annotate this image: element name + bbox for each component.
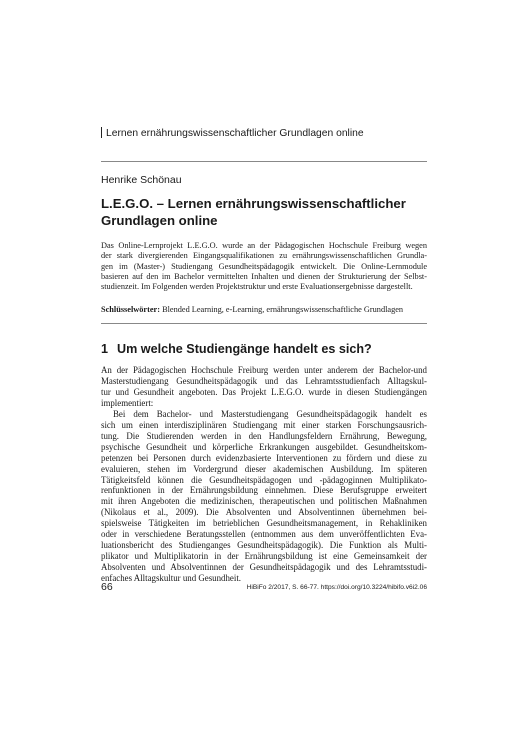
body-line: Absolventen und Absolventinnen der Gesundheitspädagogik und des Lehramtsstudi- [101, 562, 427, 573]
body-line: petenzen bei Personen durch evidenzbasierte Interventionen zu fördern und diese zu [101, 452, 427, 463]
body-line: tur und Gesundheit angeboten. Das Projekt L.E.G.O. wurde in diesen Studiengängen [101, 386, 427, 397]
keywords [101, 305, 427, 315]
running-head-text: Lernen ernährungswissenschaftlicher Grundlagen online [106, 128, 364, 139]
body-line: psychische Gesundheit und körperliche Erkrankungen ausgebildet. Gesundheitskom- [101, 441, 427, 452]
body-line: (Nikolaus et al., 2009). Die Absolventen und Absolventinnen übernehmen bei- [101, 507, 427, 518]
running-head-bar [101, 127, 102, 138]
article-title-line: Grundlagen online [101, 213, 218, 228]
abstract-rule [101, 323, 427, 324]
section-title: Um welche Studiengänge handelt es sich? [117, 342, 372, 356]
section-heading [101, 341, 372, 357]
page-number: 66 [101, 581, 113, 593]
abstract-line: gen im (Master-) Studiengang Gesundheitspädagogik entwickelt. Die Online-Lernmodule [101, 261, 427, 271]
abstract [101, 241, 427, 292]
article-title-line: L.E.G.O. – Lernen ernährungswissenschaftlicher [101, 196, 406, 211]
body-line: An der Pädagogischen Hochschule Freiburg werden unter anderem der Bachelor-und [101, 365, 427, 375]
abstract-line: Das Online-Lernprojekt L.E.G.O. wurde an der Pädagogischen Hochschule Freiburg wegen [101, 241, 427, 250]
body-line: plikator und Multiplikatorin in der Ernährungsbildung ist eine Gemeinsamkeit der [101, 551, 427, 562]
body-line: sich um einen interdisziplinären Studiengang mit einer starken Forschungsausrich- [101, 419, 427, 430]
body-line: enfaches Alltagskultur und Gesundheit. [101, 573, 241, 584]
author-name: Henrike Schönau [101, 174, 182, 186]
body-line: implementiert: [101, 397, 154, 408]
article-title [101, 195, 431, 229]
body-line: Tätigkeitsfeld können die Gesundheitspädagogen und -pädagoginnen Multiplikato- [101, 474, 427, 485]
body-line: tung. Die Studierenden werden in den Handlungsfeldern Ernährung, Bewegung, [101, 430, 427, 441]
body-line: mit ihren Angeboten die medizinischen, therapeutischen und politischen Maßnahmen [101, 496, 427, 507]
section-number: 1 [101, 342, 109, 356]
body-line: renfunktionen in der Ernährungsbildung einnehmen. Diese Berufsgruppe erweitert [101, 485, 427, 496]
abstract-line: der stark divergierenden Eingangsqualifikationen zu ernährungswissenschaftlichen Grundla- [101, 251, 427, 261]
body-line: oder in verschiedene Beratungsstellen (entnommen aus dem unveröffentlichten Eva- [101, 529, 427, 540]
body-text [101, 365, 427, 584]
body-line: evaluieren, stehen im Vordergrund dieser akademischen Ausbildung. Im späteren [101, 463, 427, 474]
abstract-line: basieren auf den im Bachelor vermittelten Inhalten und dienen der Strukturierung der Selbst- [101, 271, 427, 281]
header-rule [101, 161, 427, 162]
body-line: luationsbericht des Studienganges Gesundheitspädagogik). Die Funktion als Multi- [101, 540, 427, 551]
keywords-text: Blended Learning, e-Learning, ernährungswissenschaftliche Grundlagen [160, 305, 404, 314]
running-head [101, 127, 431, 140]
body-line: Masterstudiengang Gesundheitspädagogik und das Lehramtsstudienfach Alltagskul- [101, 375, 427, 386]
footer-citation: HiBiFo 2/2017, S. 66-77. https://doi.org/10.3224/hibifo.v6i2.06 [246, 584, 427, 591]
abstract-line: studienzeit. Im Folgenden werden Projektstruktur und erste Evaluationsergebnisse dargestellt. [101, 282, 413, 292]
keywords-label: Schlüsselwörter: [101, 305, 160, 314]
body-line: spielsweise Tätigkeiten im betrieblichen Gesundheitsmanagement, in Rehakliniken [101, 518, 427, 529]
body-line: Bei dem Bachelor- und Masterstudiengang Gesundheitspädagogik handelt es [113, 408, 427, 419]
